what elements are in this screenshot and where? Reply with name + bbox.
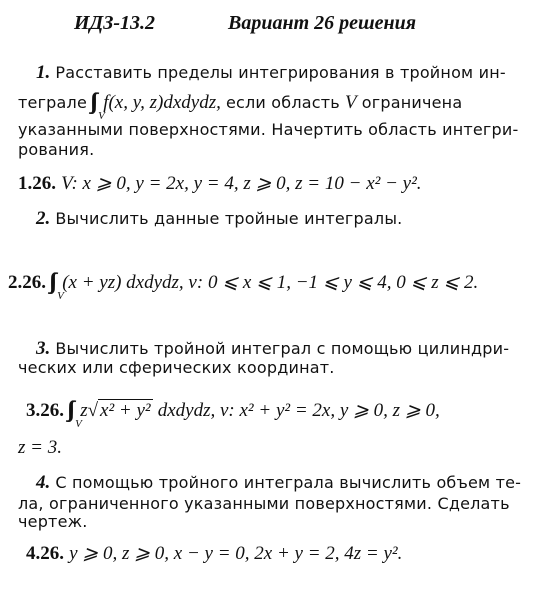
- task2-line: [36, 208, 402, 230]
- task3-text-b: ческих или сферических координат.: [18, 358, 335, 377]
- ex326-continuation: z = 3.: [18, 437, 62, 458]
- exercise-2-26: [8, 268, 478, 294]
- task1-integral-expr: f(x, y, z)dxdydz,: [103, 92, 221, 113]
- sqrt-sign: √: [87, 400, 99, 421]
- ex126-number: 1.26.: [18, 173, 56, 194]
- ex226-expr: (x + yz) dxdydz, v: 0 ⩽ x ⩽ 1, −1 ⩽ y ⩽ 4, 0 ⩽ z ⩽ 2.: [62, 272, 479, 293]
- task4-text-a: С помощью тройного интеграла вычислить объем те-: [55, 473, 522, 492]
- task1-text-c: указанными поверхностями. Начертить область интегри-: [18, 120, 519, 139]
- task3-line-a: [36, 338, 509, 360]
- ex126-expr: V: x ⩾ 0, y = 2x, y = 4, z ⩾ 0, z = 10 − x² − y².: [61, 173, 422, 194]
- task1-text-d: рования.: [18, 140, 95, 159]
- ex326-integrand-z: z: [80, 400, 88, 421]
- ex326-radicand: x² + y²: [100, 400, 151, 421]
- task1-text-b-end: ограничена: [361, 93, 463, 112]
- task1-text-b-pre: теграле: [18, 93, 88, 112]
- task1-line-a: [36, 62, 506, 84]
- variant-title: Вариант 26 решения: [228, 12, 417, 34]
- task4-text-b: ла, ограниченного указанными поверхностями. Сделать: [18, 494, 510, 513]
- task1-number: 1.: [36, 62, 51, 83]
- task4-number: 4.: [36, 472, 51, 493]
- ex326-number: 3.26.: [26, 400, 64, 421]
- ex426-number: 4.26.: [26, 543, 64, 564]
- task1-text-b-post: если область: [225, 93, 340, 112]
- ex226-number: 2.26.: [8, 272, 46, 293]
- exercise-4-26: [26, 542, 402, 565]
- task1-region-var: V: [345, 92, 357, 113]
- task4-text-c: чертеж.: [18, 512, 88, 531]
- doc-code: ИДЗ-13.2: [74, 12, 156, 34]
- task1-text-a: Расставить пределы интегрирования в тройном ин-: [55, 63, 506, 82]
- task1-line-b: [18, 88, 462, 114]
- task4-line-a: [36, 472, 521, 494]
- task3-number: 3.: [36, 338, 51, 359]
- ex326-expr-tail: dxdydz, v: x² + y² = 2x, y ⩾ 0, z ⩾ 0,: [157, 400, 440, 421]
- exercise-3-26: [26, 396, 440, 422]
- ex426-expr: y ⩾ 0, z ⩾ 0, x − y = 0, 2x + y = 2, 4z = y².: [69, 543, 403, 564]
- task2-number: 2.: [36, 208, 51, 229]
- task3-text-a: Вычислить тройной интеграл с помощью цилиндри-: [55, 339, 510, 358]
- task2-text: Вычислить данные тройные интегралы.: [55, 209, 403, 228]
- exercise-1-26: [18, 172, 422, 195]
